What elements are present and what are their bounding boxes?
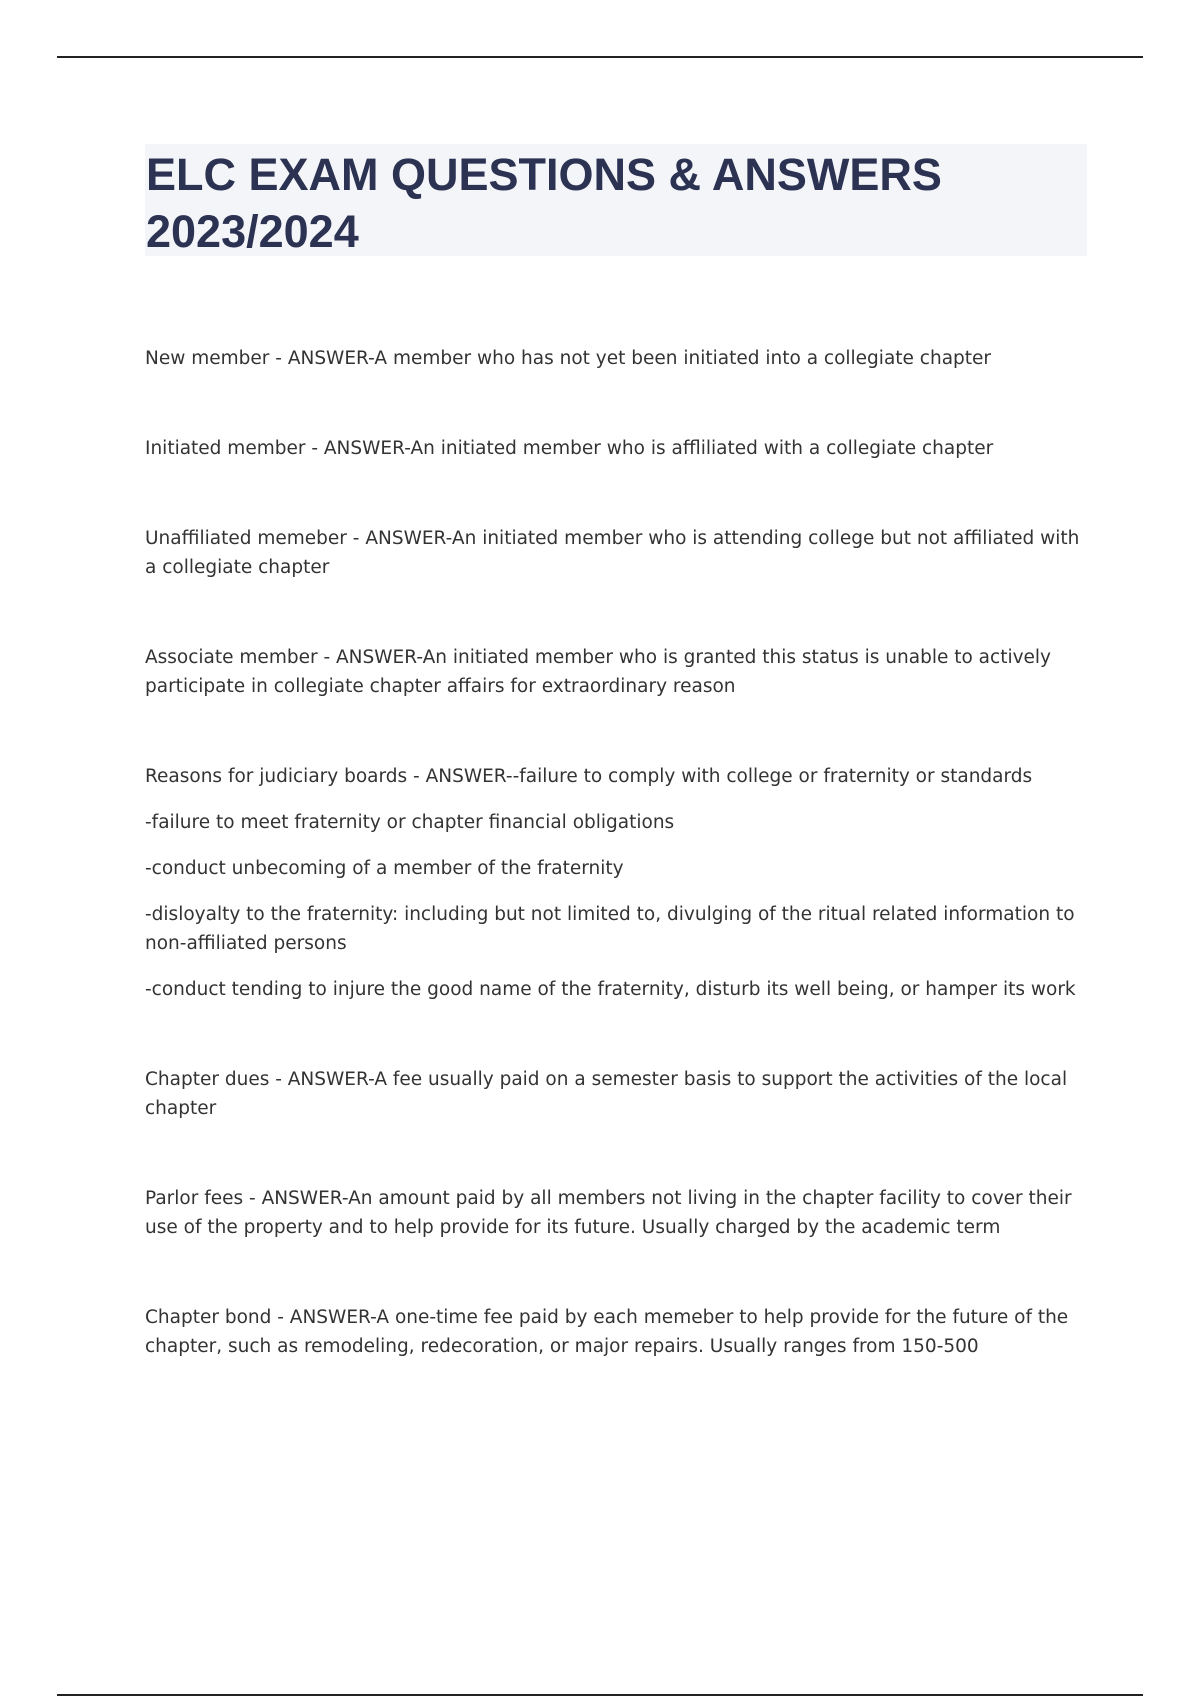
qa-entry-text: Associate member - ANSWER-An initiated member who is granted this status is unable to actively participate in collegiate chapter affairs for extraordinary reason xyxy=(145,647,1052,697)
qa-entry-text: Chapter dues - ANSWER-A fee usually paid on a semester basis to support the activities of the local chapter xyxy=(145,1069,1068,1119)
qa-entry-associate-member xyxy=(145,643,1085,701)
qa-entry-new-member xyxy=(145,344,1085,373)
qa-entry-text: Chapter bond - ANSWER-A one-time fee paid by each memeber to help provide for the future of the chapter, such as remodeling, redecoration, or major repairs. Usually ranges from 150-500 xyxy=(145,1307,1069,1357)
qa-entry-parlor-fees xyxy=(145,1184,1085,1242)
qa-sub-item: -disloyalty to the fraternity: including but not limited to, divulging of the ritual related information to non-affiliated persons xyxy=(145,904,1075,954)
qa-sub-item: -conduct tending to injure the good name of the fraternity, disturb its well being, or hamper its work xyxy=(145,979,1076,1000)
qa-entry-chapter-dues xyxy=(145,1065,1085,1123)
qa-entry-text: Initiated member - ANSWER-An initiated member who is affliliated with a collegiate chapter xyxy=(145,438,994,459)
qa-entry-initiated-member xyxy=(145,434,1085,463)
qa-entry-text: New member - ANSWER-A member who has not yet been initiated into a collegiate chapter xyxy=(145,348,992,369)
qa-entry-judiciary-boards xyxy=(145,762,1085,1004)
qa-entry-text: Parlor fees - ANSWER-An amount paid by all members not living in the chapter facility to cover their use of the property and to help provide for its future. Usually charged by the academic term xyxy=(145,1188,1072,1238)
bottom-divider xyxy=(57,1694,1143,1696)
qa-entry-chapter-bond xyxy=(145,1303,1085,1361)
qa-entry-text: Unaffiliated memeber - ANSWER-An initiated member who is attending college but not affiliated with a collegiate chapter xyxy=(145,528,1080,578)
top-divider xyxy=(57,56,1143,58)
qa-sub-item: -failure to meet fraternity or chapter financial obligations xyxy=(145,812,675,833)
qa-sub-item: -conduct unbecoming of a member of the fraternity xyxy=(145,858,624,879)
qa-content xyxy=(145,344,1085,1422)
qa-entry-unaffiliated-member xyxy=(145,524,1085,582)
page-title: ELC EXAM QUESTIONS & ANSWERS 2023/2024 xyxy=(146,149,942,257)
qa-entry-text: Reasons for judiciary boards - ANSWER--failure to comply with college or fraternity or standards xyxy=(145,766,1033,787)
